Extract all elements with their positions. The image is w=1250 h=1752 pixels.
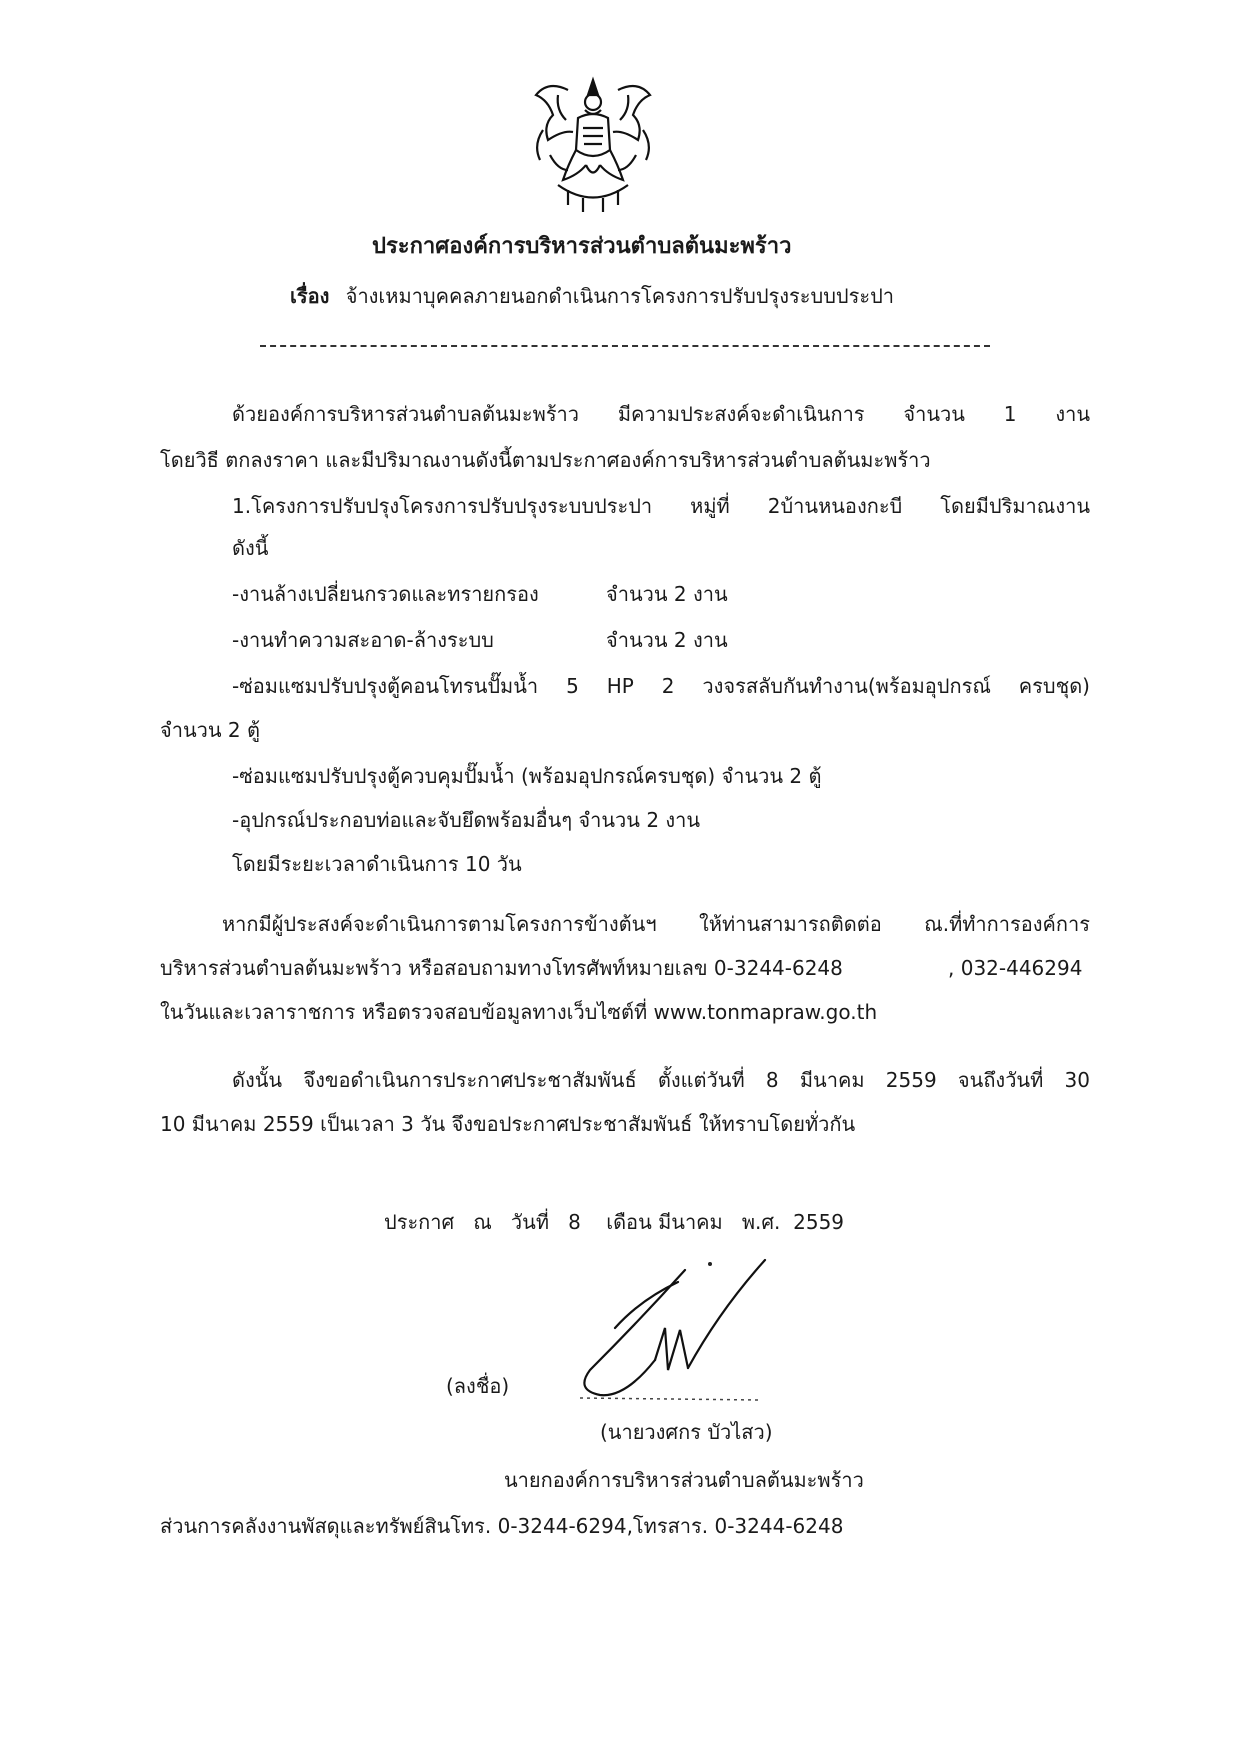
- project-line-1: 1.โครงการปรับปรุงโครงการปรับปรุงระบบประปา หมู่ที่ 2บ้านหนองกะบี โดยมีปริมาณงาน: [232, 494, 1090, 518]
- office-contact: ส่วนการคลังงานพัสดุและทรัพย์สินโทร. 0-3244-6294,โทรสาร. 0-3244-6248: [160, 1514, 844, 1538]
- item-1-qty: จำนวน 2 งาน: [606, 582, 728, 606]
- item-2-qty: จำนวน 2 งาน: [606, 628, 728, 652]
- contact-line-3: ในวันและเวลาราชการ หรือตรวจสอบข้อมูลทางเว็บไซต์ที่ www.tonmapraw.go.th: [160, 1000, 878, 1024]
- item-2-text: -งานทำความสะอาด-ล้างระบบ: [232, 628, 494, 652]
- announce-line-2: 10 มีนาคม 2559 เป็นเวลา 3 วัน จึงขอประกาศประชาสัมพันธ์ ให้ทราบโดยทั่วกัน: [160, 1112, 856, 1136]
- signature-image: [570, 1250, 790, 1420]
- item-3-line-2: จำนวน 2 ตู้: [160, 718, 260, 742]
- contact-line-2a: บริหารส่วนตำบลต้นมะพร้าว หรือสอบถามทางโทรศัพท์หมายเลข 0-3244-6248: [160, 956, 843, 980]
- contact-line-1: หากมีผู้ประสงค์จะดำเนินการตามโครงการข้างต้นฯ ให้ท่านสามารถติดต่อ ณ.ที่ทำการองค์การ: [222, 912, 1090, 936]
- subject-label: เรื่อง: [290, 284, 330, 308]
- subject-line: [290, 282, 894, 310]
- intro-line-2: โดยวิธี ตกลงราคา และมีปริมาณงานดังนี้ตามประกาศองค์การบริหารส่วนตำบลต้นมะพร้าว: [160, 448, 931, 472]
- subject-text: จ้างเหมาบุคคลภายนอกดำเนินการโครงการปรับปรุงระบบประปา: [345, 284, 895, 308]
- document-title: ประกาศองค์การบริหารส่วนตำบลต้นมะพร้าว: [372, 234, 792, 259]
- date-line: ประกาศ ณ วันที่ 8 เดือน มีนาคม พ.ศ. 2559: [384, 1210, 845, 1234]
- garuda-emblem-icon: [528, 70, 658, 220]
- signer-position: นายกองค์การบริหารส่วนตำบลต้นมะพร้าว: [504, 1468, 864, 1492]
- sign-label: (ลงชื่อ): [446, 1374, 510, 1398]
- item-5: -อุปกรณ์ประกอบท่อและจับยึดพร้อมอื่นๆ จำนวน 2 งาน: [232, 808, 701, 832]
- item-1-text: -งานล้างเปลี่ยนกรวดและทรายกรอง: [232, 582, 539, 606]
- item-4: -ซ่อมแซมปรับปรุงตู้ควบคุมปั๊มน้ำ (พร้อมอุปกรณ์ครบชุด) จำนวน 2 ตู้: [232, 764, 822, 788]
- announce-line-1: ดังนั้น จึงขอดำเนินการประกาศประชาสัมพันธ์ ตั้งแต่วันที่ 8 มีนาคม 2559 จนถึงวันที่ 30: [232, 1068, 1090, 1092]
- intro-line-1: ด้วยองค์การบริหารส่วนตำบลต้นมะพร้าว มีความประสงค์จะดำเนินการ จำนวน 1 งาน: [232, 402, 1090, 426]
- duration-line: โดยมีระยะเวลาดำเนินการ 10 วัน: [232, 852, 522, 876]
- title-divider: [260, 345, 990, 347]
- project-line-2: ดังนี้: [232, 536, 269, 560]
- signer-name: (นายวงศกร บัวไสว): [600, 1420, 773, 1444]
- contact-line-2b: , 032-446294: [948, 956, 1083, 980]
- item-3-line-1: -ซ่อมแซมปรับปรุงตู้คอนโทรนปั๊มน้ำ 5 HP 2 วงจรสลับกันทำงาน(พร้อมอุปกรณ์ ครบชุด): [232, 674, 1090, 698]
